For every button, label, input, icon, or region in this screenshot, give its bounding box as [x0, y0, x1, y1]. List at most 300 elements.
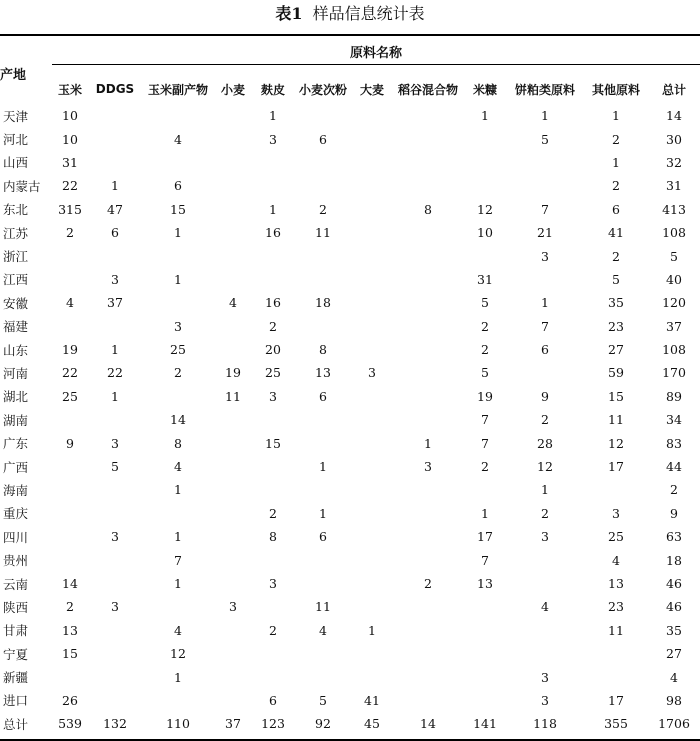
column-header: 小麦次粉 [298, 82, 347, 97]
value-cell: 34 [666, 412, 682, 428]
value-cell [584, 642, 648, 665]
table-row [0, 619, 700, 642]
value-cell [88, 689, 142, 712]
value-cell: 5 [481, 365, 489, 381]
table-row [0, 104, 700, 127]
value-cell: 1 [269, 108, 277, 124]
column-header: 小麦 [220, 82, 245, 97]
value-cell [392, 548, 464, 571]
value-cell: 3 [424, 459, 432, 475]
value-cell: 25 [170, 342, 186, 358]
group-header: 原料名称 [349, 46, 402, 61]
value-cell: 92 [315, 716, 331, 732]
value-cell: 355 [604, 716, 628, 732]
table-row [0, 525, 700, 548]
value-cell: 25 [265, 365, 281, 381]
value-cell [214, 431, 252, 454]
value-cell: 5 [541, 131, 549, 147]
value-cell: 41 [364, 692, 380, 708]
value-cell [506, 548, 584, 571]
value-cell: 2 [481, 342, 489, 358]
value-cell: 1 [481, 505, 489, 521]
value-cell [392, 315, 464, 338]
value-cell: 30 [666, 131, 682, 147]
region-cell: 甘肃 [3, 623, 29, 639]
value-cell: 5 [481, 295, 489, 311]
value-cell [464, 244, 506, 267]
value-cell [252, 455, 294, 478]
value-cell: 12 [170, 646, 186, 662]
region-cell: 山东 [3, 342, 29, 358]
value-cell [506, 151, 584, 174]
value-cell: 10 [62, 108, 78, 124]
value-cell: 141 [473, 716, 497, 732]
region-cell: 浙江 [3, 249, 29, 265]
value-cell: 2 [481, 318, 489, 334]
table-number: 表1 [275, 4, 303, 23]
value-cell [464, 174, 506, 197]
value-cell: 14 [666, 108, 682, 124]
value-cell: 46 [666, 576, 682, 591]
column-header: 大麦 [359, 82, 384, 97]
value-cell: 9 [66, 435, 74, 451]
value-cell: 6 [319, 388, 327, 404]
value-cell: 2 [424, 576, 432, 591]
value-cell: 3 [541, 248, 549, 264]
value-cell: 8 [319, 342, 327, 358]
value-cell: 15 [265, 435, 281, 451]
value-cell: 3 [174, 318, 182, 334]
value-cell [392, 174, 464, 197]
table-row [0, 665, 700, 688]
value-cell [214, 268, 252, 291]
value-cell: 6 [111, 225, 119, 241]
value-cell [392, 221, 464, 244]
value-cell [142, 595, 214, 618]
value-cell: 1 [174, 482, 182, 498]
region-cell: 天津 [3, 108, 29, 124]
value-cell: 3 [541, 692, 549, 708]
value-cell: 25 [62, 388, 78, 404]
value-cell: 1 [612, 108, 620, 124]
value-cell: 5 [319, 692, 327, 708]
value-cell [142, 104, 214, 127]
table-row [0, 315, 700, 338]
region-cell: 海南 [3, 482, 29, 498]
value-cell: 83 [666, 435, 682, 451]
value-cell [352, 338, 392, 361]
value-cell [294, 665, 352, 688]
value-cell: 3 [269, 131, 277, 147]
column-header: 麸皮 [260, 82, 285, 97]
value-cell [352, 431, 392, 454]
region-cell: 东北 [3, 202, 29, 218]
value-cell: 2 [612, 178, 620, 194]
value-cell: 7 [541, 318, 549, 334]
value-cell: 26 [62, 692, 78, 708]
value-cell: 6 [319, 529, 327, 545]
column-header-empty [0, 74, 52, 104]
value-cell: 7 [541, 201, 549, 217]
value-cell: 2 [269, 505, 277, 521]
value-cell [252, 642, 294, 665]
table-row [0, 198, 700, 221]
value-cell: 14 [62, 576, 78, 591]
value-cell [214, 642, 252, 665]
value-cell [392, 268, 464, 291]
value-cell [252, 548, 294, 571]
value-cell [214, 151, 252, 174]
value-cell [88, 572, 142, 595]
value-cell: 123 [261, 716, 285, 732]
value-cell [52, 408, 88, 431]
value-cell: 5 [670, 248, 678, 264]
value-cell [294, 572, 352, 595]
column-header: 玉米 [57, 82, 82, 97]
value-cell [214, 221, 252, 244]
table-row [0, 174, 700, 197]
value-cell: 23 [608, 318, 624, 334]
value-cell [214, 689, 252, 712]
value-cell [584, 665, 648, 688]
value-cell [464, 478, 506, 501]
value-cell [352, 104, 392, 127]
value-cell [52, 548, 88, 571]
value-cell [294, 174, 352, 197]
value-cell [52, 268, 88, 291]
value-cell [392, 104, 464, 127]
table-row [0, 221, 700, 244]
value-cell: 108 [662, 225, 686, 241]
value-cell [352, 174, 392, 197]
value-cell: 413 [662, 201, 686, 217]
value-cell: 3 [229, 599, 237, 615]
value-cell [52, 665, 88, 688]
value-cell: 6 [269, 692, 277, 708]
value-cell [214, 548, 252, 571]
value-cell: 3 [541, 669, 549, 685]
value-cell: 47 [107, 201, 123, 217]
value-cell: 3 [368, 365, 376, 381]
value-cell: 41 [608, 225, 624, 241]
value-cell: 1 [174, 225, 182, 241]
value-cell [214, 572, 252, 595]
value-cell [88, 619, 142, 642]
value-cell: 2 [66, 599, 74, 615]
group-underline [52, 64, 700, 65]
value-cell: 37 [666, 318, 682, 334]
value-cell [352, 478, 392, 501]
value-cell: 1 [111, 342, 119, 358]
value-cell [352, 315, 392, 338]
value-cell [252, 478, 294, 501]
value-cell: 17 [608, 459, 624, 475]
region-cell: 广东 [3, 436, 29, 452]
value-cell: 46 [666, 599, 682, 615]
value-cell [52, 478, 88, 501]
value-cell: 11 [315, 599, 331, 615]
value-cell: 12 [608, 435, 624, 451]
value-cell [392, 478, 464, 501]
value-cell: 15 [62, 646, 78, 662]
value-cell: 21 [537, 225, 553, 241]
value-cell: 7 [481, 552, 489, 568]
table-title [0, 4, 700, 24]
value-cell: 7 [481, 435, 489, 451]
table-row [0, 455, 700, 478]
table-row [0, 502, 700, 525]
value-cell: 9 [541, 388, 549, 404]
top-rule [0, 34, 700, 36]
region-cell: 进口 [3, 693, 29, 709]
value-cell: 13 [62, 622, 78, 638]
value-cell [464, 619, 506, 642]
value-cell: 2 [541, 412, 549, 428]
region-cell: 江西 [3, 272, 29, 288]
value-cell [214, 315, 252, 338]
value-cell: 12 [537, 459, 553, 475]
region-cell: 江苏 [3, 225, 29, 241]
value-cell: 35 [666, 622, 682, 638]
value-cell: 132 [103, 716, 127, 732]
value-cell [392, 595, 464, 618]
region-cell: 总计 [3, 716, 29, 732]
value-cell [252, 151, 294, 174]
column-header: 其他原料 [591, 82, 640, 97]
value-cell [142, 385, 214, 408]
value-cell: 13 [477, 576, 493, 591]
value-cell: 2 [174, 365, 182, 381]
value-cell [294, 408, 352, 431]
value-cell [252, 595, 294, 618]
value-cell [88, 478, 142, 501]
value-cell: 1 [612, 154, 620, 170]
value-cell: 6 [319, 131, 327, 147]
value-cell: 13 [608, 576, 624, 591]
region-cell: 陕西 [3, 599, 29, 615]
value-cell: 1 [174, 271, 182, 287]
value-cell [142, 291, 214, 314]
value-cell [352, 642, 392, 665]
value-cell [214, 478, 252, 501]
value-cell: 44 [666, 459, 682, 475]
value-cell: 17 [608, 692, 624, 708]
table-row [0, 151, 700, 174]
value-cell: 1 [174, 529, 182, 545]
value-cell: 4 [541, 599, 549, 615]
region-cell: 河北 [3, 132, 29, 148]
region-cell: 湖北 [3, 389, 29, 405]
value-cell: 22 [107, 365, 123, 381]
value-cell [252, 244, 294, 267]
value-cell: 1 [541, 295, 549, 311]
region-cell: 福建 [3, 319, 29, 335]
value-cell: 108 [662, 342, 686, 358]
value-cell: 19 [477, 388, 493, 404]
value-cell: 3 [111, 529, 119, 545]
value-cell: 18 [666, 552, 682, 568]
value-cell [252, 174, 294, 197]
value-cell: 12 [477, 201, 493, 217]
value-cell [464, 689, 506, 712]
value-cell [352, 572, 392, 595]
value-cell: 31 [666, 178, 682, 194]
table-row [0, 385, 700, 408]
value-cell: 31 [62, 154, 78, 170]
table-row [0, 291, 700, 314]
value-cell: 1 [368, 622, 376, 638]
value-cell [352, 151, 392, 174]
value-cell [88, 502, 142, 525]
value-cell: 35 [608, 295, 624, 311]
value-cell [506, 572, 584, 595]
region-cell: 湖南 [3, 412, 29, 428]
region-cell: 新疆 [3, 670, 29, 686]
value-cell [464, 127, 506, 150]
value-cell: 4 [174, 131, 182, 147]
value-cell: 9 [670, 505, 678, 521]
table-row [0, 127, 700, 150]
value-cell [464, 151, 506, 174]
value-cell [392, 361, 464, 384]
value-cell [294, 244, 352, 267]
value-cell [294, 151, 352, 174]
value-cell: 13 [315, 365, 331, 381]
region-cell: 四川 [3, 529, 29, 545]
value-cell [88, 548, 142, 571]
value-cell: 14 [420, 716, 436, 732]
value-cell: 1 [541, 482, 549, 498]
value-cell [392, 291, 464, 314]
value-cell [252, 408, 294, 431]
value-cell: 20 [265, 342, 281, 358]
value-cell: 63 [666, 529, 682, 545]
value-cell: 89 [666, 388, 682, 404]
value-cell: 2 [541, 505, 549, 521]
value-cell: 8 [269, 529, 277, 545]
value-cell [392, 338, 464, 361]
value-cell: 1706 [658, 716, 690, 732]
value-cell: 11 [315, 225, 331, 241]
value-cell: 6 [174, 178, 182, 194]
value-cell: 539 [58, 716, 82, 732]
value-cell [52, 455, 88, 478]
value-cell: 1 [424, 435, 432, 451]
value-cell [88, 244, 142, 267]
value-cell [88, 104, 142, 127]
value-cell [214, 619, 252, 642]
value-cell [506, 642, 584, 665]
value-cell: 1 [319, 505, 327, 521]
value-cell [392, 151, 464, 174]
value-cell [294, 642, 352, 665]
table-row [0, 689, 700, 712]
table-row [0, 642, 700, 665]
table-row [0, 478, 700, 501]
value-cell [392, 127, 464, 150]
value-cell: 28 [537, 435, 553, 451]
value-cell [464, 642, 506, 665]
column-header: 总计 [661, 82, 686, 97]
value-cell: 15 [608, 388, 624, 404]
region-cell: 安徽 [3, 295, 29, 311]
value-cell: 2 [481, 459, 489, 475]
value-cell: 11 [608, 622, 624, 638]
table-row [0, 361, 700, 384]
table-row [0, 338, 700, 361]
column-header: 稻谷混合物 [397, 82, 458, 97]
value-cell: 19 [62, 342, 78, 358]
value-cell [214, 127, 252, 150]
value-cell: 23 [608, 599, 624, 615]
value-cell: 3 [269, 388, 277, 404]
value-cell: 2 [612, 248, 620, 264]
value-cell [214, 198, 252, 221]
value-cell: 22 [62, 178, 78, 194]
value-cell [352, 221, 392, 244]
value-cell: 40 [666, 271, 682, 287]
value-cell: 37 [225, 716, 241, 732]
value-cell [506, 174, 584, 197]
table-body [0, 104, 700, 736]
table-row [0, 244, 700, 267]
value-cell: 2 [612, 131, 620, 147]
value-cell [352, 455, 392, 478]
value-cell: 1 [111, 388, 119, 404]
value-cell: 3 [269, 576, 277, 591]
value-cell: 11 [608, 412, 624, 428]
value-cell [352, 665, 392, 688]
value-cell [352, 595, 392, 618]
value-cell: 7 [174, 552, 182, 568]
value-cell [52, 525, 88, 548]
table-caption: 样品信息统计表 [312, 4, 425, 23]
value-cell [142, 151, 214, 174]
table-row [0, 712, 700, 735]
value-cell: 8 [174, 435, 182, 451]
value-cell [88, 642, 142, 665]
value-cell: 10 [477, 225, 493, 241]
value-cell [392, 525, 464, 548]
column-header: DDGS [95, 82, 135, 96]
value-cell: 16 [265, 225, 281, 241]
value-cell [88, 127, 142, 150]
value-cell: 2 [66, 225, 74, 241]
value-cell [506, 619, 584, 642]
value-cell [352, 502, 392, 525]
value-cell: 1 [174, 576, 182, 591]
value-cell: 31 [477, 271, 493, 287]
value-cell [214, 174, 252, 197]
value-cell [294, 431, 352, 454]
value-cell: 4 [229, 295, 237, 311]
value-cell: 45 [364, 716, 380, 732]
value-cell [252, 665, 294, 688]
value-cell: 315 [58, 201, 82, 217]
value-cell [392, 408, 464, 431]
value-cell [52, 315, 88, 338]
region-cell: 云南 [3, 576, 29, 592]
value-cell: 3 [111, 271, 119, 287]
value-cell [392, 502, 464, 525]
table-row [0, 408, 700, 431]
value-cell: 5 [111, 459, 119, 475]
value-cell [352, 408, 392, 431]
region-cell: 山西 [3, 155, 29, 171]
value-cell: 4 [319, 622, 327, 638]
value-cell [214, 665, 252, 688]
value-cell [392, 244, 464, 267]
